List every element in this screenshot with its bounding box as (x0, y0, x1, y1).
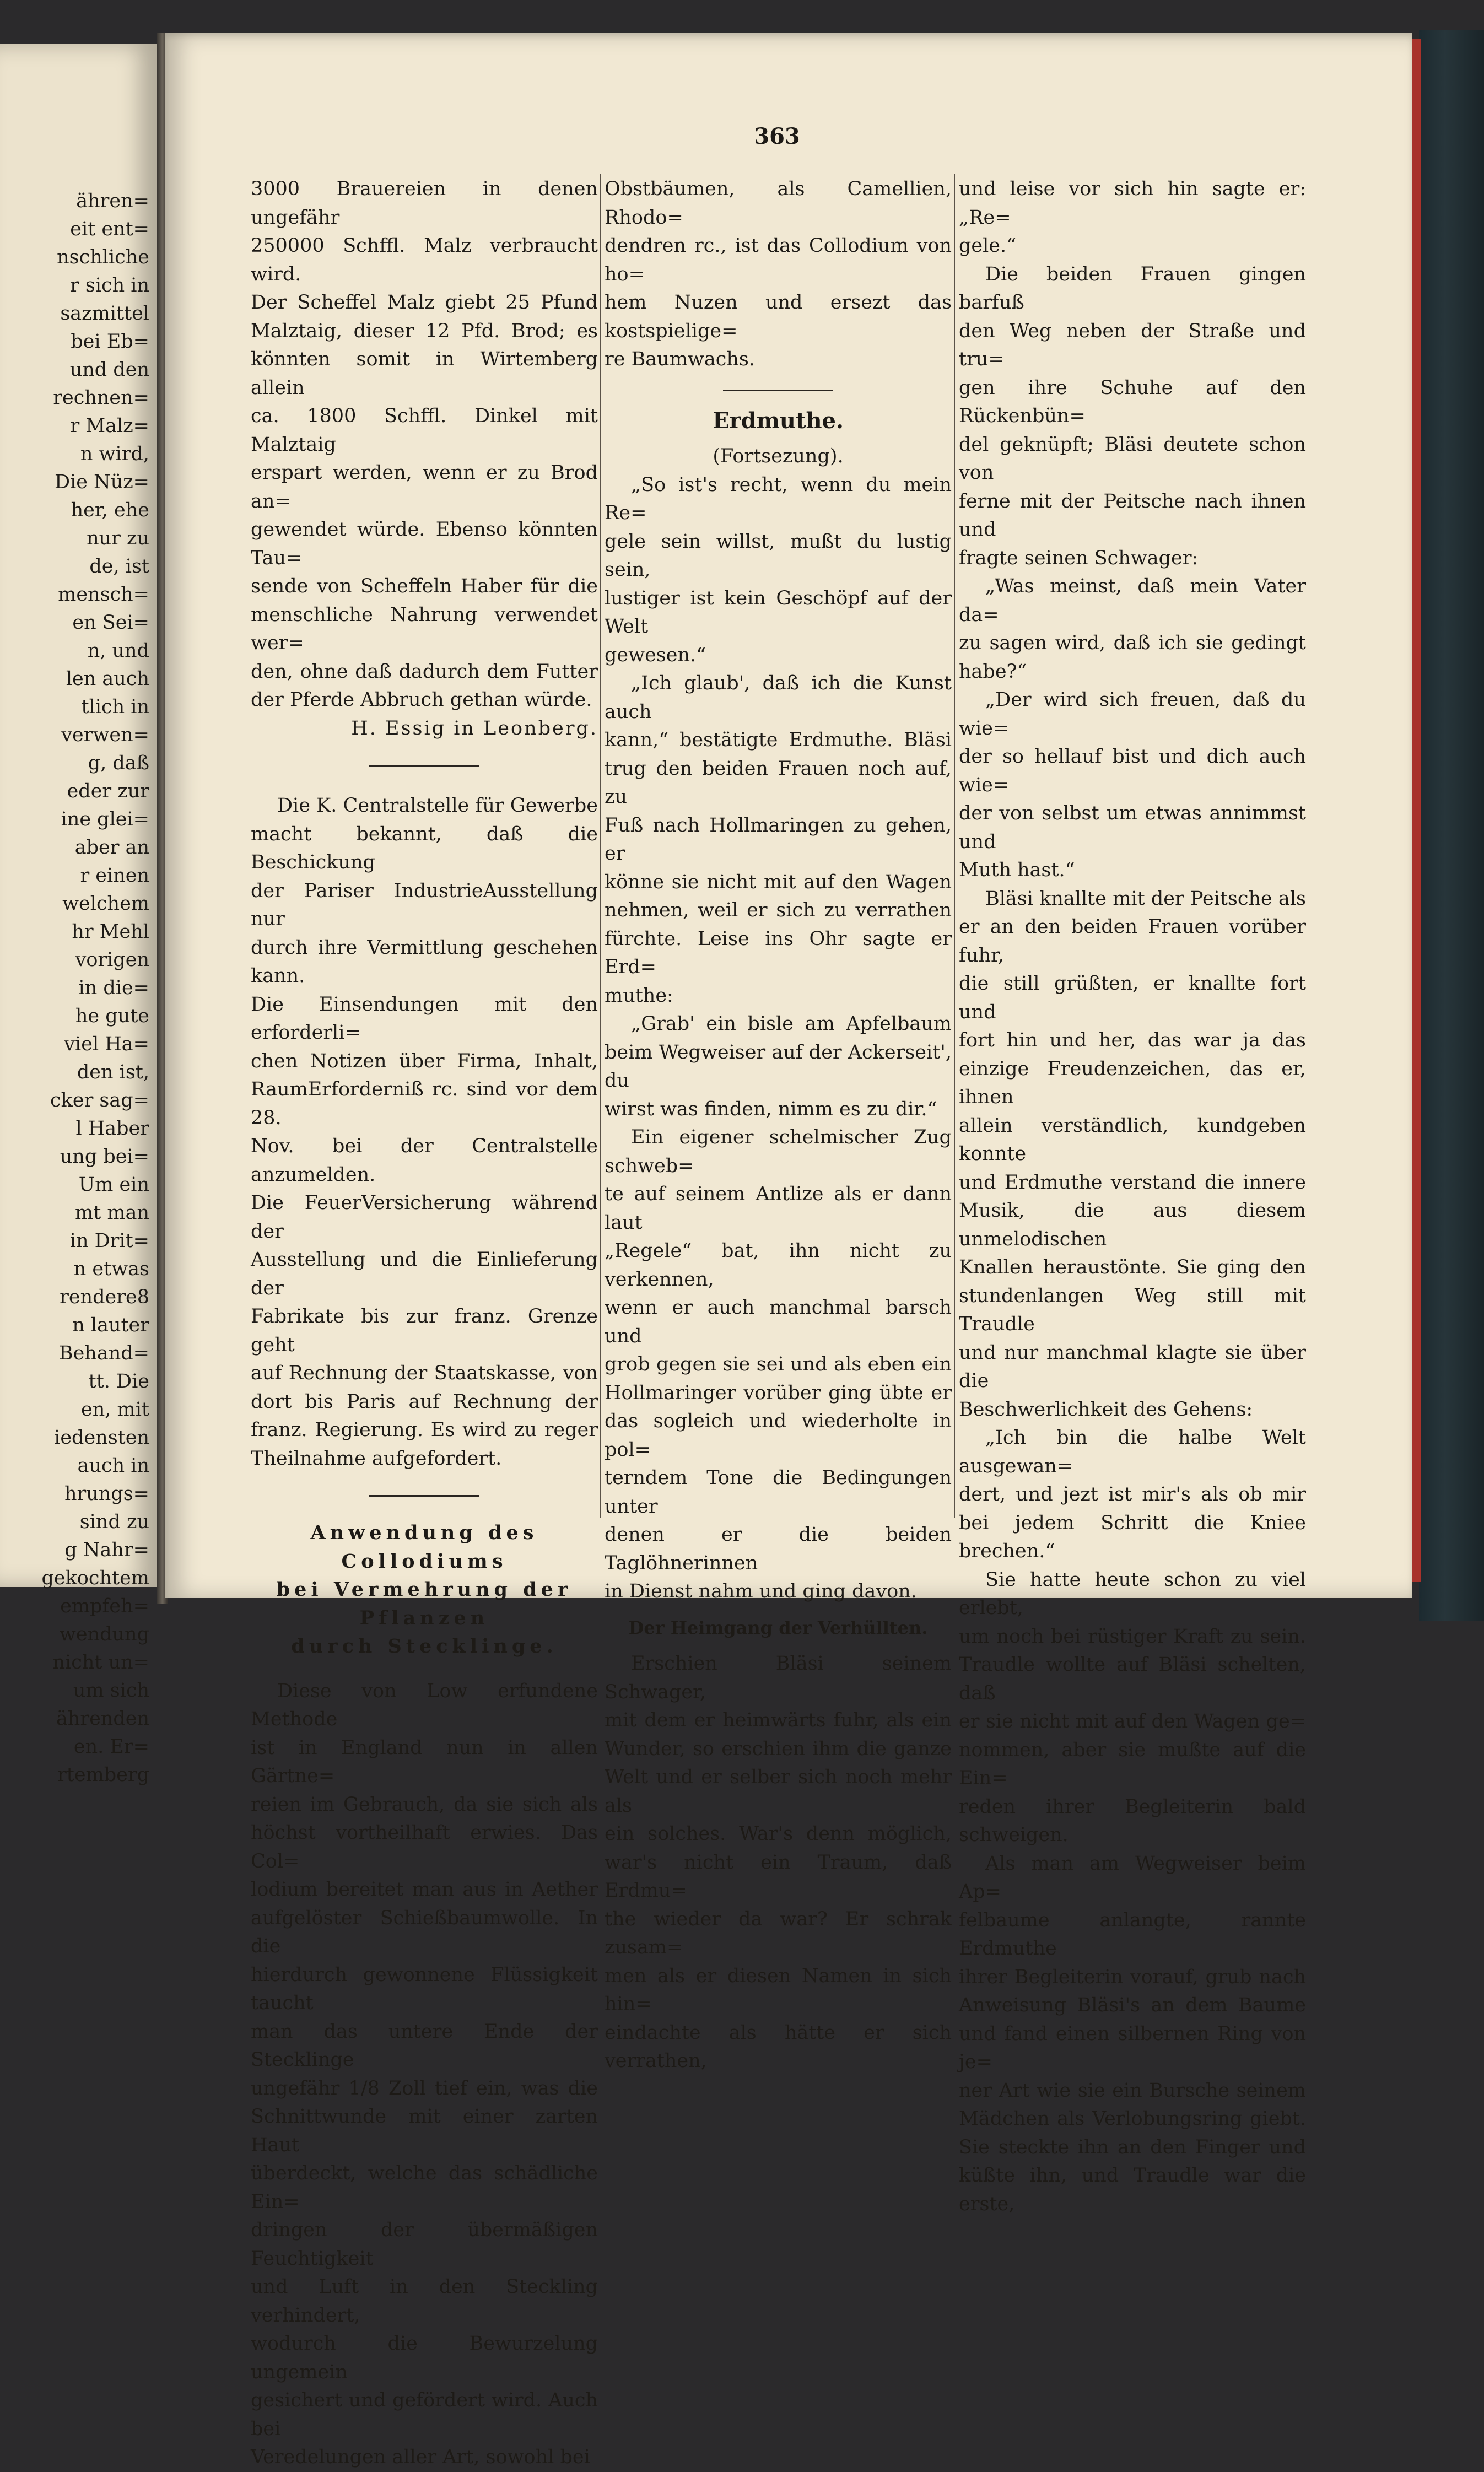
left-page-line: wendung (59, 1623, 149, 1645)
story-paragraph (959, 1424, 1306, 1566)
text-line: Als man am Wegweiser beim Ap= (959, 1852, 1306, 1903)
text-line: „Der wird sich freuen, daß du wie= (959, 689, 1306, 740)
text-line: RaumErforderniß rc. sind vor dem 28. (251, 1078, 598, 1129)
text-line: fürchte. Leise ins Ohr sagte er Erd= (605, 927, 952, 978)
text-line: muthe: (605, 984, 673, 1007)
text-line: nehmen, weil er sich zu verrathen (605, 899, 952, 921)
text-line: allein verständlich, kundgeben konnte (959, 1114, 1306, 1165)
left-page-line: n etwas (73, 1258, 149, 1280)
story-paragraph (959, 1566, 1306, 1850)
text-line: und nur manchmal klagte sie über die (959, 1341, 1306, 1392)
text-line: der so hellauf bist und dich auch wie= (959, 746, 1306, 796)
text-line: the wieder da war? Er schrak zusam= (605, 1908, 952, 1958)
centralstelle-notice (251, 792, 598, 1473)
left-page-line: eder zur (67, 780, 149, 802)
text-line: gele sein willst, mußt du lustig sein, (605, 530, 952, 581)
left-page-line: auch in (77, 1455, 149, 1477)
text-line: Fabrikate bis zur franz. Grenze geht (251, 1305, 598, 1356)
text-line: men als er diesen Namen in sich hin= (605, 1964, 952, 2015)
left-page-line: sind zu (79, 1511, 149, 1533)
left-page-line: de, ist (89, 555, 149, 577)
story-paragraph (605, 471, 952, 670)
text-line: 3000 Brauereien in denen ungefähr (251, 178, 598, 229)
left-page-line: sazmittel (60, 303, 149, 325)
text-line: Wunder, so erschien ihm die ganze (605, 1737, 952, 1760)
left-page-line: aber an (74, 836, 149, 859)
left-page-line: her, ehe (71, 499, 149, 521)
text-line: Die FeuerVersicherung während der (251, 1192, 598, 1243)
section-heading: Der Heimgang der Verhüllten. (628, 1617, 928, 1638)
story-paragraph (605, 1124, 952, 1606)
left-page-line: welchem (62, 893, 149, 915)
left-page-line: en Sei= (72, 612, 149, 634)
text-line: grob gegen sie sei und als eben ein (605, 1353, 952, 1375)
text-line: den Weg neben der Straße und tru= (959, 320, 1306, 370)
left-page-line: n wird, (80, 443, 149, 465)
text-line: dert, und jezt ist mir's als ob mir (959, 1483, 1306, 1505)
left-page-line: n, und (87, 640, 149, 662)
text-line: Sie steckte ihn an den Finger und (959, 2136, 1306, 2158)
text-line: dringen der übermäßigen Feuchtigkeit (251, 2219, 598, 2270)
text-line: reien im Gebrauch, da sie sich als (251, 1793, 598, 1816)
left-page-line: verwen= (61, 724, 149, 746)
text-line: erspart werden, wenn er zu Brod an= (251, 462, 598, 512)
left-page-line: he gute (75, 1005, 149, 1027)
text-line: hem Nuzen und ersezt das kostspielige= (605, 292, 952, 342)
text-line: mit dem er heimwärts fuhr, als ein (605, 1709, 952, 1731)
text-line: war's nicht ein Traum, daß Erdmu= (605, 1851, 952, 1902)
left-page-line: gekochtem (41, 1567, 149, 1589)
text-line: re Baumwachs. (605, 348, 755, 370)
text-line: 250000 Schffl. Malz verbraucht wird. (251, 235, 598, 285)
text-line: Welt und er selber sich noch mehr als (605, 1766, 952, 1817)
story-paragraph (605, 1650, 952, 2076)
text-line: Die K. Centralstelle für Gewerbe (277, 795, 598, 817)
text-line: denen er die beiden Taglöhnerinnen (605, 1524, 952, 1574)
left-page-line: Die Nüz= (54, 471, 149, 493)
text-line: lustiger ist kein Geschöpf auf der Welt (605, 587, 952, 638)
text-line: Obstbäumen, als Camellien, Rhodo= (605, 178, 952, 229)
text-line: lodium bereitet man aus in Aether (251, 1879, 598, 1901)
text-line: „Regele“ bat, ihn nicht zu verkennen, (605, 1240, 952, 1291)
text-line: „Ich glaub', daß ich die Kunst auch (605, 672, 952, 723)
text-line: „So ist's recht, wenn du mein Re= (605, 473, 952, 524)
text-line: ein solches. War's denn möglich, (605, 1823, 952, 1845)
text-line: wenn er auch manchmal barsch und (605, 1297, 952, 1347)
left-page-line: in Drit= (69, 1230, 149, 1252)
left-page-line: n lauter (72, 1314, 149, 1336)
text-line: auf Rechnung der Staatskasse, von (251, 1362, 598, 1384)
story-paragraph (959, 686, 1306, 885)
text-line: Malztaig, dieser 12 Pfd. Brod; es (251, 320, 598, 342)
story-subtitle: (Fortsezung). (713, 445, 844, 467)
collodium-article (251, 1677, 598, 2472)
text-line: „Was meinst, daß mein Vater da= (959, 575, 1306, 626)
text-line: Muth hast.“ (959, 859, 1075, 881)
text-line: terndem Tone die Bedingungen unter (605, 1467, 952, 1518)
left-page-line: empfeh= (60, 1595, 149, 1617)
left-page (0, 44, 157, 1786)
text-line: trug den beiden Frauen noch auf, zu (605, 757, 952, 808)
left-page-line: in die= (78, 977, 149, 999)
text-line: einzige Freudenzeichen, das er, ihnen (959, 1057, 1306, 1108)
left-page-line: g Nahr= (64, 1539, 149, 1561)
text-line: und leise vor sich hin sagte er: „Re= (959, 178, 1306, 229)
text-line: Erschien Bläsi seinem Schwager, (605, 1653, 952, 1703)
text-line: Bläsi knallte mit der Peitsche als (985, 887, 1306, 910)
text-line: Die beiden Frauen gingen barfuß (959, 263, 1306, 314)
text-line: menschliche Nahrung verwendet wer= (251, 603, 598, 654)
text-line: der Pariser IndustrieAusstellung nur (251, 879, 598, 930)
left-page-line: rtemberg (57, 1764, 149, 1786)
left-page-line: viel Ha= (64, 1033, 149, 1055)
story-paragraph (959, 1850, 1306, 2219)
text-line: Ausstellung und die Einlieferung der (251, 1249, 598, 1299)
text-line: gele.“ (959, 235, 1017, 257)
text-line: er sie nicht mit auf den Wagen ge= (959, 1710, 1306, 1732)
story-paragraph (959, 885, 1306, 1424)
text-line: überdeckt, welche das schädliche Ein= (251, 2162, 598, 2213)
left-page-line: vorigen (75, 949, 149, 971)
left-page-line: bei Eb= (71, 331, 149, 353)
column-2 (605, 175, 952, 2076)
text-line: in Dienst nahm und ging davon. (605, 1580, 917, 1602)
left-page-line: l Haber (75, 1118, 149, 1140)
text-line: Sie hatte heute schon zu viel erlebt, (959, 1568, 1306, 1619)
column-1 (251, 175, 598, 2472)
text-line: Traudle wollte auf Bläsi schelten, daß (959, 1654, 1306, 1704)
left-page-line: eit ent= (70, 218, 149, 240)
story-paragraph (959, 261, 1306, 573)
left-page-line: Behand= (58, 1342, 149, 1364)
left-page-line: ähren= (76, 190, 149, 212)
text-line: fort hin und her, das war ja das (959, 1029, 1306, 1051)
text-line: Ein eigener schelmischer Zug schweb= (605, 1126, 952, 1177)
text-line: wirst was finden, nimm es zu dir.“ (605, 1098, 937, 1120)
text-line: Der Scheffel Malz giebt 25 Pfund (251, 292, 598, 314)
left-page-line: ährenden (56, 1708, 149, 1730)
text-line: „Ich bin die halbe Welt ausgewan= (959, 1427, 1306, 1477)
text-line: er an den beiden Frauen vorüber fuhr, (959, 916, 1306, 967)
story-paragraph (959, 573, 1306, 686)
text-line: die still grüßten, er knallte fort und (959, 973, 1306, 1023)
left-page-line: rechnen= (53, 387, 149, 409)
text-line: nommen, aber sie mußte auf die Ein= (959, 1739, 1306, 1789)
text-line: aufgelöster Schießbaumwolle. In die (251, 1907, 598, 1957)
text-line: gesichert und gefördert wird. Auch bei (251, 2389, 598, 2440)
book-cover-edge (1411, 39, 1421, 1582)
text-line: um noch bei rüstiger Kraft zu sein. (959, 1625, 1306, 1648)
text-line: habe?“ (959, 660, 1027, 683)
text-line: bei jedem Schritt die Kniee brechen.“ (959, 1512, 1306, 1562)
left-page-line: mt man (75, 1202, 149, 1224)
left-page-line: hrungs= (64, 1483, 149, 1505)
text-line: und fand einen silbernen Ring von je= (959, 2022, 1306, 2073)
column-rule-1 (600, 174, 601, 1518)
text-line: wodurch die Bewurzelung ungemein (251, 2333, 598, 2383)
text-line: gewendet würde. Ebenso könnten Tau= (251, 519, 598, 569)
text-line: macht bekannt, daß die Beschickung (251, 823, 598, 873)
text-line: Nov. bei der Centralstelle anzumelden. (251, 1135, 598, 1186)
left-page-line: nicht un= (52, 1651, 149, 1674)
story-paragraph (959, 175, 1306, 261)
collodium-heading-1: Anwendung des Collodiums (310, 1521, 538, 1573)
left-page-line: r Malz= (70, 415, 149, 437)
text-line: Beschwerlichkeit des Gehens: (959, 1398, 1253, 1421)
left-page-line: r einen (80, 865, 149, 887)
text-line: hierdurch gewonnene Flüssigkeit taucht (251, 1963, 598, 2014)
collodium-heading-2: bei Vermehrung der Pflanzen (276, 1578, 573, 1629)
left-page-line: rendere8 (60, 1286, 149, 1308)
left-page-line: len auch (66, 668, 149, 690)
text-line: felbaume anlangte, rannte Erdmuthe (959, 1909, 1306, 1960)
text-line: Mädchen als Verlobungsring giebt. (959, 2108, 1306, 2130)
text-line: ca. 1800 Schffl. Dinkel mit Malztaig (251, 405, 598, 456)
text-line: könnten somit in Wirtemberg allein (251, 348, 598, 399)
text-line: sende von Scheffeln Haber für die (251, 575, 598, 597)
text-line: ner Art wie sie ein Bursche seinem (959, 2079, 1306, 2102)
text-line: Hollmaringer vorüber ging übte er (605, 1381, 952, 1404)
text-line: Theilnahme aufgefordert. (251, 1447, 502, 1470)
text-line: der Pferde Abbruch gethan würde. (251, 689, 592, 711)
collodium-heading-3: durch Stecklinge. (291, 1635, 558, 1658)
text-line: der von selbst um etwas annimmst und (959, 802, 1306, 853)
text-line: küßte ihn, und Traudle war die erste, (959, 2165, 1306, 2215)
left-page-line: ung bei= (60, 1146, 149, 1168)
text-line: te auf seinem Antlize als er dann laut (605, 1183, 952, 1234)
left-page-line: en, mit (81, 1399, 149, 1421)
text-line: und Erdmuthe verstand die innere (959, 1171, 1306, 1194)
left-page-line: iedensten (54, 1427, 149, 1449)
left-page-line: Um ein (78, 1174, 149, 1196)
collodium-continued (605, 175, 952, 374)
page-number: 363 (754, 123, 800, 149)
text-line: franz. Regierung. Es wird zu reger (251, 1419, 598, 1441)
text-line: und Luft in den Steckling verhindert, (251, 2276, 598, 2327)
left-page-line: g, daß (88, 752, 149, 774)
left-page-line: mensch= (58, 584, 149, 606)
left-page-line: um sich (73, 1680, 149, 1702)
article-signature: H. Essig in Leonberg. (351, 717, 598, 740)
text-line: könne sie nicht mit auf den Wagen (605, 871, 952, 893)
text-line: man das untere Ende der Stecklinge (251, 2020, 598, 2071)
left-page-line: den ist, (77, 1061, 149, 1083)
text-line: Knallen heraustönte. Sie ging den (959, 1256, 1306, 1278)
text-line: dendren rc., ist das Collodium von ho= (605, 235, 952, 285)
text-line: fragte seinen Schwager: (959, 547, 1199, 569)
malz-article (251, 175, 598, 715)
text-line: Musik, die aus diesem unmelodischen (959, 1200, 1306, 1250)
story-title: Erdmuthe. (713, 407, 844, 434)
left-page-line: hr Mehl (72, 921, 149, 943)
left-page-line: r sich in (69, 274, 149, 296)
text-line: gen ihre Schuhe auf den Rückenbün= (959, 376, 1306, 427)
text-line: zu sagen wird, daß ich sie gedingt (959, 632, 1306, 654)
story-paragraph (605, 1010, 952, 1124)
text-line: Fuß nach Hollmaringen zu gehen, er (605, 814, 952, 865)
left-page-line: en. Er= (73, 1736, 149, 1758)
left-page-line: und den (69, 359, 149, 381)
text-line: dort bis Paris auf Rechnung der (251, 1390, 598, 1413)
text-line: ungefähr 1/8 Zoll tief ein, was die (251, 2077, 598, 2099)
text-line: gewesen.“ (605, 644, 706, 666)
text-line: eindachte als hätte er sich verrathen, (605, 2021, 952, 2072)
text-line: reden ihrer Begleiterin bald schweigen. (959, 1795, 1306, 1846)
text-line: das sogleich und wiederholte in pol= (605, 1410, 952, 1461)
text-line: kann,“ bestätigte Erdmuthe. Bläsi (605, 729, 952, 751)
text-line: durch ihre Vermittlung geschehen kann. (251, 936, 598, 987)
text-line: ist in England nun in allen Gärtne= (251, 1736, 598, 1787)
book-cover-right (1419, 30, 1484, 1621)
left-page-line: tlich in (81, 696, 149, 718)
text-line: Die Einsendungen mit den erforderli= (251, 993, 598, 1044)
left-page-line: tt. Die (88, 1370, 149, 1392)
text-line: stundenlangen Weg still mit Traudle (959, 1284, 1306, 1335)
left-page-text (6, 187, 149, 1789)
text-line: chen Notizen über Firma, Inhalt, (251, 1050, 598, 1072)
text-line: ihrer Begleiterin vorauf, grub nach (959, 1966, 1306, 1988)
text-line: den, ohne daß dadurch dem Futter (251, 660, 598, 683)
left-page-line: cker sag= (50, 1089, 149, 1111)
text-line: höchst vortheilhaft erwies. Das Col= (251, 1822, 598, 1872)
column-rule-2 (954, 174, 955, 1518)
left-page-line: nur zu (87, 527, 149, 549)
left-page-line: ine glei= (61, 808, 149, 830)
text-line: Veredelungen aller Art, sowohl bei (251, 2446, 590, 2468)
text-line: „Grab' ein bisle am Apfelbaum (631, 1013, 952, 1035)
left-page-line: nschliche (57, 246, 149, 268)
text-line: del geknüpft; Bläsi deutete schon von (959, 433, 1306, 484)
text-line: Schnittwunde mit einer zarten Haut (251, 2106, 598, 2156)
text-line: Anweisung Bläsi's an dem Baume (959, 1994, 1306, 2016)
text-line: Diese von Low erfundene Methode (251, 1680, 598, 1730)
text-line: beim Wegweiser auf der Ackerseit', du (605, 1041, 952, 1092)
story-paragraph (605, 670, 952, 1010)
text-line: ferne mit der Peitsche nach ihnen und (959, 490, 1306, 541)
column-3 (959, 175, 1306, 2219)
